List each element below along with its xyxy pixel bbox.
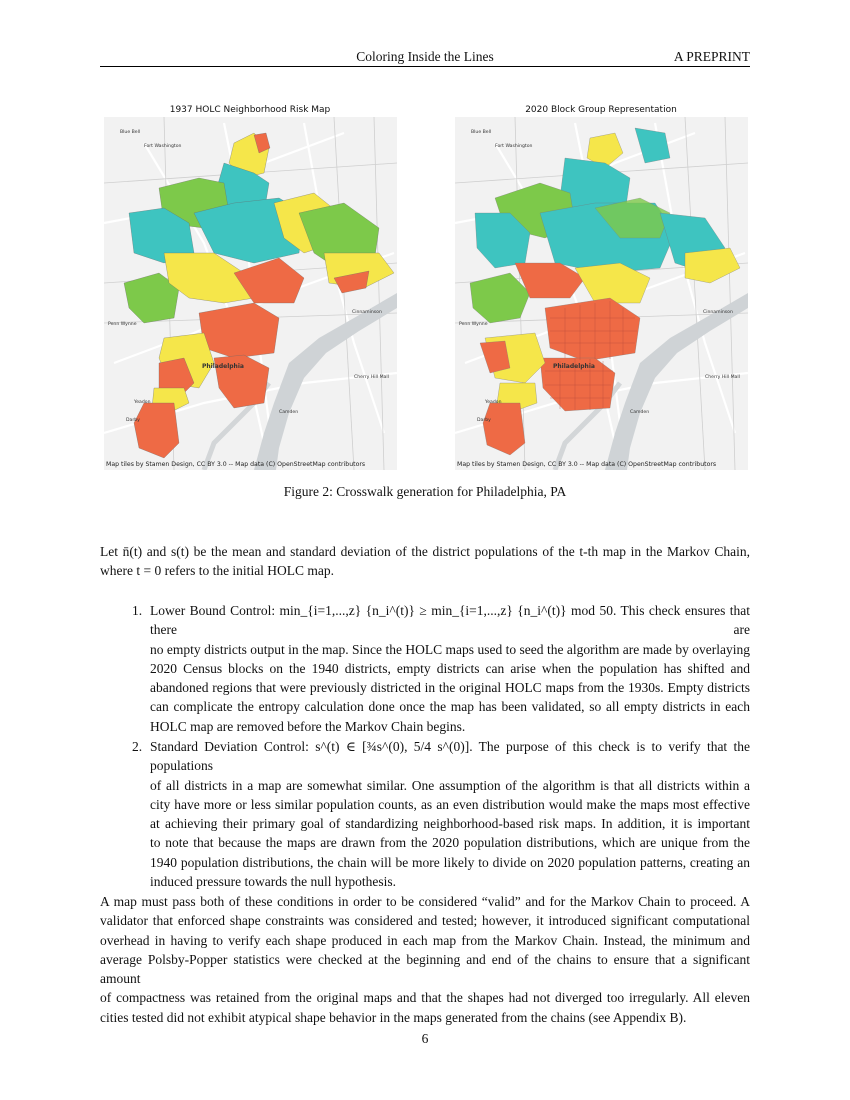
item2-line: of all districts in a map are somewhat similar. One assumption of the algorithm is that all districts within a: [150, 777, 750, 793]
svg-text:Blue Bell: Blue Bell: [120, 130, 141, 135]
item1-line: HOLC map are removed before the Markov Chain begins.: [150, 718, 466, 734]
svg-text:Philadelphia: Philadelphia: [202, 363, 244, 370]
svg-text:Fort Washington: Fort Washington: [144, 144, 182, 149]
item2-line: Standard Deviation Control: s^(t) ∈ [¾s^(0), 5/4 s^(0)]. The purpose of this check is to verify that the populations: [150, 739, 750, 774]
item2-line: induced pressure towards the null hypothesis.: [150, 874, 396, 890]
district-red-center: [199, 303, 279, 358]
item1-line: no empty districts output in the map. Since the HOLC maps used to seed the algorithm are made by overlaying: [150, 641, 750, 657]
svg-text:Darby: Darby: [126, 418, 140, 423]
svg-text:Cinnaminson: Cinnaminson: [703, 310, 733, 315]
header-rule: [100, 66, 750, 67]
intro-line-2: where t = 0 refers to the initial HOLC map.: [100, 563, 335, 579]
svg-text:Cherry Hill Mall: Cherry Hill Mall: [705, 375, 740, 380]
svg-text:Fort Washington: Fort Washington: [495, 144, 533, 149]
map-1937-svg: [104, 103, 397, 470]
item2-line: city have more or less similar population counts, as an even distribution would make the maps most effective: [150, 796, 750, 812]
map-title: 2020 Block Group Representation: [525, 105, 677, 115]
list-number-1: 1.: [132, 603, 143, 618]
intro-line-1: Let n̄(t) and s(t) be the mean and standard deviation of the district populations of the t-th map in the Markov Chain,: [100, 544, 750, 559]
item1-line: 2020 Census blocks on the 1940 districts, empty districts can arise when the population has shifted and: [150, 660, 750, 676]
preprint-label: A PREPRINT: [673, 49, 750, 64]
list-number-2: 2.: [132, 739, 143, 754]
svg-text:Camden: Camden: [630, 410, 650, 415]
item1-line: Lower Bound Control: min_{i=1,...,z} {n_i^(t)} ≥ min_{i=1,...,z} {n_i^(t)} mod 50. This check ensures that there are: [150, 603, 750, 638]
svg-text:Philadelphia: Philadelphia: [553, 363, 595, 370]
map-title: 1937 HOLC Neighborhood Risk Map: [169, 105, 331, 115]
closing-line: average Polsby-Popper statistics were checked at the beginning and end of the chains to ensure that a significant amount: [100, 951, 750, 987]
map-2020-svg: [455, 103, 748, 470]
intro-paragraph: [100, 542, 750, 581]
map-1937-holc: [104, 103, 397, 470]
svg-text:Blue Bell: Blue Bell: [471, 130, 492, 135]
page-number: 6: [421, 1031, 429, 1046]
item2-line: at achieving their primary goal of standardizing neighborhood-based risk maps. In addition, it is important: [150, 816, 750, 832]
svg-text:Penn Wynne: Penn Wynne: [108, 322, 137, 327]
map-attribution: Map tiles by Stamen Design, CC BY 3.0 -- Map data (C) OpenStreetMap contributors: [106, 461, 366, 468]
closing-line: validator that enforced shape constraints was considered and tested; however, it introduced significant computational: [100, 913, 750, 929]
svg-text:Penn Wynne: Penn Wynne: [459, 322, 488, 327]
item1-line: can complicate the entropy calculation done once the map has been validated, so all empty districts in each: [150, 699, 750, 715]
svg-text:Cherry Hill Mall: Cherry Hill Mall: [354, 375, 389, 380]
item2-line: 1940 population distributions, the chain will be more likely to divide on 2020 population patterns, creating an: [150, 854, 750, 870]
svg-text:Yeadon: Yeadon: [485, 400, 502, 405]
item1-line: abandoned regions that were previously districted in the original HOLC maps from the 1930s. Empty districts: [150, 680, 750, 696]
running-title: Coloring Inside the Lines: [356, 49, 494, 64]
closing-line: A map must pass both of these conditions in order to be considered “valid” and for the Markov Chain to proceed. A: [100, 894, 750, 909]
closing-line: cities tested did not exhibit atypical shape behavior in the maps generated from the chains (see Appendix B).: [100, 1009, 687, 1025]
svg-text:Darby: Darby: [477, 418, 491, 423]
map-2020-block-group: [455, 103, 748, 470]
closing-line: of compactness was retained from the original maps and that the shapes had not diverged too irregularly. All eleven: [100, 990, 750, 1006]
item2-line: to note that because the maps are drawn from the 2020 population distributions, which are unique from the: [150, 835, 750, 851]
closing-line: overhead in having to verify each shape produced in each map from the Markov Chain. Instead, the minimum and: [100, 932, 750, 948]
list-item-lower-bound: [150, 601, 750, 736]
list-item-std-dev: [150, 737, 750, 891]
closing-paragraph: [100, 892, 750, 1027]
map-attribution: Map tiles by Stamen Design, CC BY 3.0 -- Map data (C) OpenStreetMap contributors: [457, 461, 717, 468]
svg-text:Camden: Camden: [279, 410, 299, 415]
figure-caption: Figure 2: Crosswalk generation for Philadelphia, PA: [283, 484, 567, 499]
svg-text:Yeadon: Yeadon: [134, 400, 151, 405]
svg-text:Cinnaminson: Cinnaminson: [352, 310, 382, 315]
